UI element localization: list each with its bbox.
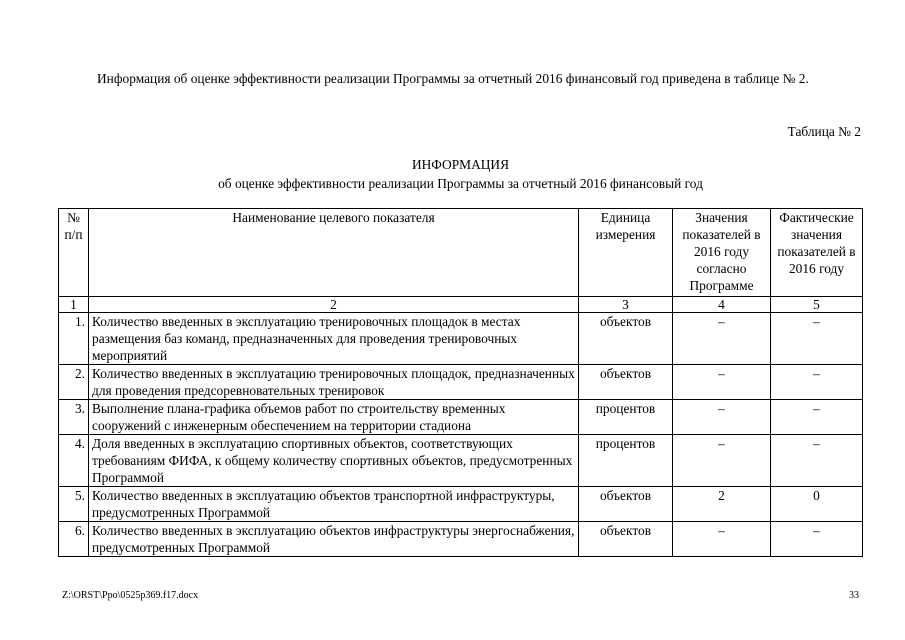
column-numbers-row <box>59 297 863 313</box>
page-number: 33 <box>849 590 859 601</box>
row-actual: – <box>771 313 863 365</box>
row-num: 2. <box>59 365 89 400</box>
footer-file-path: Z:\ORST\Ppo\0525p369.f17.docx <box>62 590 199 601</box>
row-planned: – <box>673 313 771 365</box>
table-row <box>59 400 863 435</box>
table-header-row <box>59 209 863 297</box>
indicators-table <box>58 208 863 557</box>
document-subtitle: об оценке эффективности реализации Программы за отчетный 2016 финансовый год <box>218 176 703 191</box>
header-unit: Единица измерения <box>579 209 673 297</box>
row-name: Количество введенных в эксплуатацию объектов инфраструктуры энергоснабжения, предусмотренных Программой <box>89 522 579 557</box>
row-planned: – <box>673 400 771 435</box>
row-name: Доля введенных в эксплуатацию спортивных объектов, соответствующих требованиям ФИФА, к общему количеству спортивных объектов, предусмотренных Программой <box>89 435 579 487</box>
row-unit: объектов <box>579 313 673 365</box>
column-number: 5 <box>771 297 863 313</box>
row-name: Количество введенных в эксплуатацию тренировочных площадок в местах размещения баз команд, предназначенных для проведения тренировочных мероприятий <box>89 313 579 365</box>
row-actual: 0 <box>771 487 863 522</box>
row-name: Выполнение плана-графика объемов работ по строительству временных сооружений с инженерным обеспечением на территории стадиона <box>89 400 579 435</box>
row-unit: объектов <box>579 487 673 522</box>
row-actual: – <box>771 400 863 435</box>
column-number: 4 <box>673 297 771 313</box>
row-num: 5. <box>59 487 89 522</box>
row-planned: – <box>673 365 771 400</box>
table-row <box>59 365 863 400</box>
column-number: 1 <box>59 297 89 313</box>
table-row <box>59 487 863 522</box>
header-name: Наименование целевого показателя <box>89 209 579 297</box>
row-num: 4. <box>59 435 89 487</box>
row-planned: – <box>673 435 771 487</box>
row-num: 6. <box>59 522 89 557</box>
row-unit: объектов <box>579 365 673 400</box>
row-name: Количество введенных в эксплуатацию тренировочных площадок, предназначенных для проведения предсоревновательных тренировок <box>89 365 579 400</box>
header-num: № п/п <box>59 209 89 297</box>
row-actual: – <box>771 365 863 400</box>
row-planned: 2 <box>673 487 771 522</box>
row-actual: – <box>771 522 863 557</box>
row-unit: процентов <box>579 435 673 487</box>
row-unit: процентов <box>579 400 673 435</box>
header-actual: Фактические значения показателей в 2016 году <box>771 209 863 297</box>
table-number: Таблица № 2 <box>787 124 861 139</box>
row-planned: – <box>673 522 771 557</box>
row-num: 3. <box>59 400 89 435</box>
row-name: Количество введенных в эксплуатацию объектов транспортной инфраструктуры, предусмотренных Программой <box>89 487 579 522</box>
intro-paragraph: Информация об оценке эффективности реализации Программы за отчетный 2016 финансовый год приведена в таблице № 2. <box>97 71 809 86</box>
table-row <box>59 435 863 487</box>
document-title: ИНФОРМАЦИЯ <box>411 157 510 172</box>
table-row <box>59 522 863 557</box>
table-row <box>59 313 863 365</box>
column-number: 2 <box>89 297 579 313</box>
row-actual: – <box>771 435 863 487</box>
column-number: 3 <box>579 297 673 313</box>
header-planned: Значения показателей в 2016 году согласно Программе <box>673 209 771 297</box>
row-num: 1. <box>59 313 89 365</box>
row-unit: объектов <box>579 522 673 557</box>
